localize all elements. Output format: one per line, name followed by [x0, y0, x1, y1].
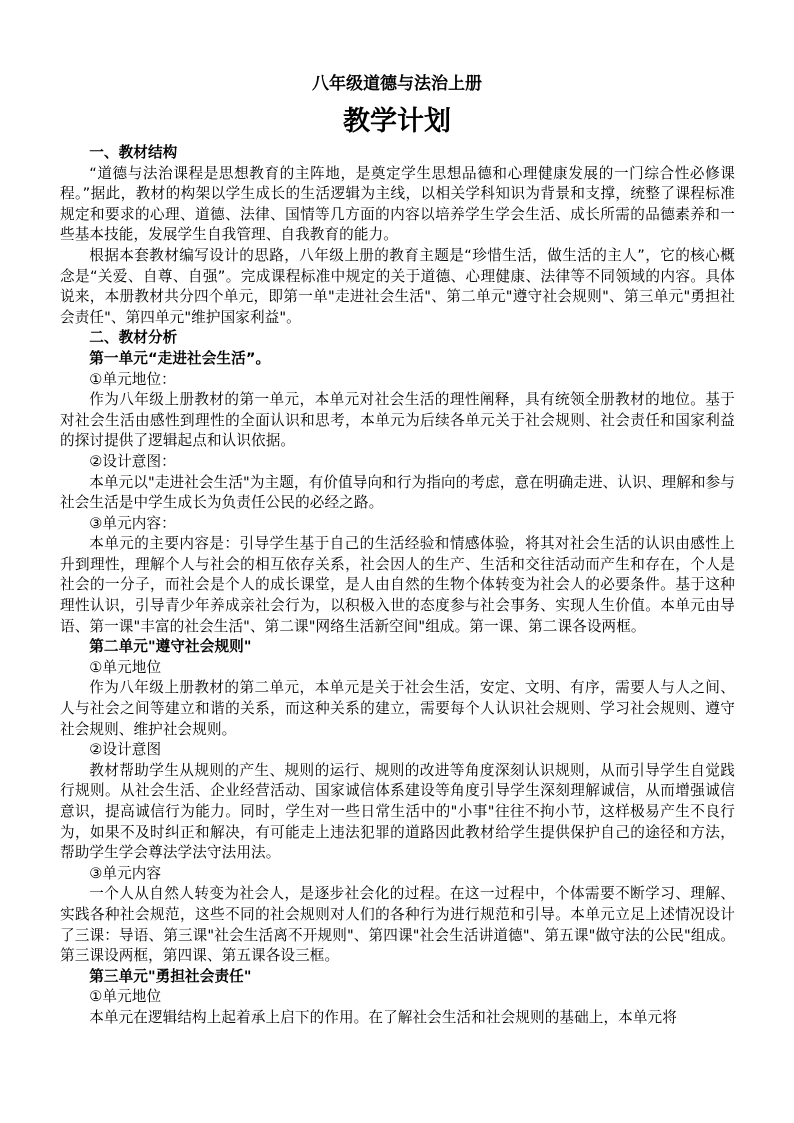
document-title: 八年级道德与法治上册	[312, 74, 482, 94]
document-body	[60, 143, 735, 1029]
paragraph: 根据本套教材编写设计的思路，八年级上册的教育主题是“珍惜生活，做生活的主人”，它的核心概念是“关爱、自尊、自强”。完成课程标准中规定的关于道德、心理健康、法律等不同领域的内容。具体说来，本册教材共分四个单元，即第一单"走进社会生活"、第二单元"遵守社会规则"、第三单元"勇担社会责任"、第四单元"维护国家利益"。	[60, 246, 735, 326]
paragraph: 一个人从自然人转变为社会人，是逐步社会化的过程。在这一过程中，个体需要不断学习、理解、实践各种社会规范，这些不同的社会规则对人们的各种行为进行规范和引导。本单元立足上述情况设计了三课：导语、第三课"社会生活离不开规则"、第四课"社会生活讲道德"、第五课"做守法的公民"组成。第三课设两框，第四课、第五课各设三框。	[60, 885, 735, 965]
document-subtitle: 教学计划	[343, 106, 451, 137]
paragraph: “道德与法治课程是思想教育的主阵地，是奠定学生思想品德和心理健康发展的一门综合性必修课程。”据此，教材的构架以学生成长的生活逻辑为主线，以相关学科知识为背景和支撑，统整了课程标准规定和要求的心理、道德、法律、国情等几方面的内容以培养学生学会生活、成长所需的品德素养和一些基本技能，发展学生自我管理、自我教育的能力。	[60, 164, 735, 244]
unit-heading: 第三单元"勇担社会责任"	[89, 967, 252, 985]
sub-heading: ①单元地位	[89, 988, 162, 1006]
unit-heading: 第二单元"遵守社会规则"	[89, 638, 252, 656]
paragraph: 作为八年级上册教材的第二单元，本单元是关于社会生活，安定、文明、有序，需要人与人之间、人与社会之间等建立和谐的关系，而这种关系的建立，需要每个人认识社会规则、学习社会规则、遵守社会规则、维护社会规则。	[60, 679, 735, 738]
sub-heading: ③单元内容	[89, 864, 162, 882]
sub-heading: ②设计意图	[89, 741, 162, 759]
paragraph: 本单元以"走进社会生活"为主题，有价值导向和行为指向的考虑，意在明确走进、认识、理解和参与社会生活是中学生成长为负责任公民的必经之路。	[60, 473, 735, 512]
section-heading: 一、教材结构	[89, 144, 178, 161]
paragraph: 作为八年级上册教材的第一单元，本单元对社会生活的理性阐释，具有统领全册教材的地位。基于对社会生活由感性到理性的全面认识和思考，本单元为后续各单元关于社会规则、社会责任和国家利益的探讨提供了逻辑起点和认识依据。	[60, 391, 735, 450]
paragraph: 本单元的主要内容是：引导学生基于自己的生活经验和情感体验，将其对社会生活的认识由感性上升到理性，理解个人与社会的相互依存关系，社会因人的生产、生活和交往活动而产生和存在，个人是社会的一分子，而社会是个人的成长课堂，是人由自然的生物个体转变为社会人的必要条件。基于这种理性认识，引导青少年养成亲社会行为，以积极入世的态度参与社会事务、实现人生价值。本单元由导语、第一课"丰富的社会生活"、第二课"网络生活新空间"组成。第一课、第二课各设两框。	[60, 535, 735, 635]
sub-heading: ③单元内容：	[89, 514, 176, 532]
sub-heading: ②设计意图：	[89, 452, 176, 470]
unit-heading: 第一单元“走进社会生活”。	[89, 349, 271, 367]
paragraph: 教材帮助学生从规则的产生、规则的运行、规则的改进等角度深刻认识规则，从而引导学生自觉践行规则。从社会生活、企业经营活动、国家诚信体系建设等角度引导学生深刻理解诚信，从而增强诚信意识，提高诚信行为能力。同时，学生对一些日常生活中的"小事"往往不拘小节，这样极易产生不良行为，如果不及时纠正和解决，有可能走上违法犯罪的道路因此教材给学生提供保护自己的途径和方法，帮助学生学会尊法学法守法用法。	[60, 761, 735, 862]
sub-heading: ①单元地位	[89, 658, 162, 676]
paragraph: 本单元在逻辑结构上起着承上启下的作用。在了解社会生活和社会规则的基础上，本单元将	[89, 1008, 677, 1026]
section-heading: 二、教材分析	[89, 329, 178, 347]
sub-heading: ①单元地位：	[89, 370, 176, 388]
